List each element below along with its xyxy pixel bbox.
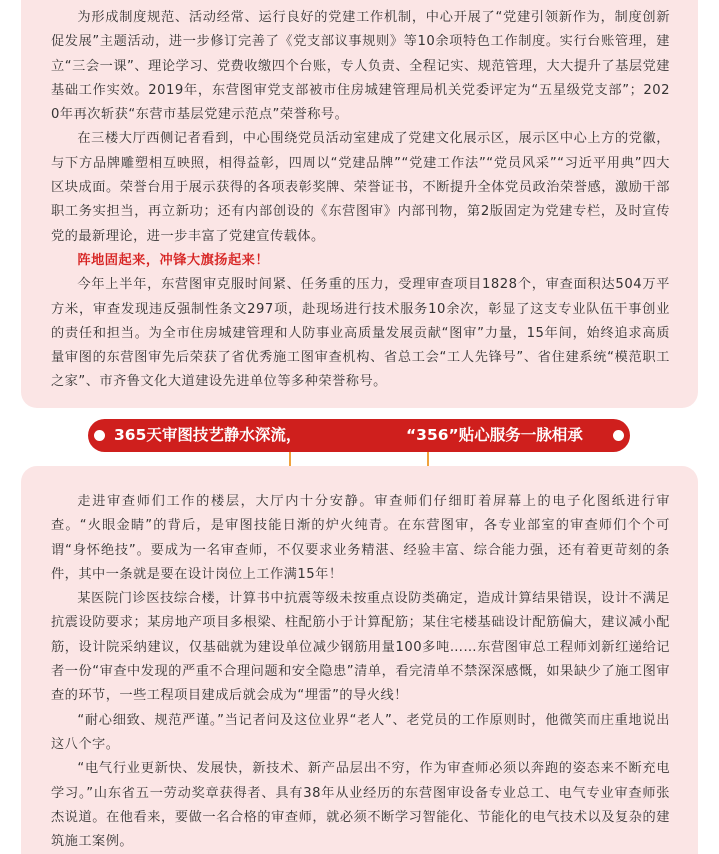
slogan-heading: 阵地固起来，冲锋大旗扬起来！ — [77, 252, 270, 268]
section-card-party-building — [21, 0, 698, 408]
paragraph: “耐心细致、规范严谨。”当记者问及这位业界“老人”、老党员的工作原则时，他微笑而庄重地说出这八个字。 — [51, 712, 670, 752]
paragraph: 为形成制度规范、活动经常、运行良好的党建工作机制，中心开展了“党建引领新作为，制度创新促发展”主题活动，进一步修订完善了《党支部议事规则》等10余项特色工作制度。实行台账管理，建立“三会一课”、理论学习、党费收缴四个台账，专人负责、全程记实、规范管理，大大提升了基层党建基础工作实效。2019年，东营图审党支部被市住房城建管理局机关党委评定为“五星级党支部”；2020年再次斩获“东营市基层党建示范点”荣誉称号。 — [51, 10, 670, 123]
paragraph: 走进审查师们工作的楼层，大厅内十分安静。审查师们仔细盯着屏幕上的电子化图纸进行审查。“火眼金睛”的背后，是审图技能日渐的炉火纯青。在东营图审，各专业部室的审查师们个个可谓“身怀绝技”。要成为一名审查师，不仅要求业务精湛、经验丰富、综合能力强，还有着更苛刻的条件，其中一条就是要在设计岗位上工作满15年！ — [51, 494, 670, 582]
paragraph: 某医院门诊医技综合楼，计算书中抗震等级未按重点设防类确定，造成计算结果错误，设计不满足抗震设防要求；某房地产项目多根梁、柱配筋小于计算配筋；某住宅楼基础设计配筋偏大，建议减小配筋，设计院采纳建议，仅基础就为建设单位减少钢筋用量100多吨……东营图审总工程师刘新红递给记者一份“审查中发现的严重不合理问题和安全隐患”清单，看完清单不禁深深感慨，如果缺少了施工图审查的环节，一些工程项目建成后就会成为“埋雷”的导火线！ — [51, 591, 670, 704]
paragraph: “电气行业更新快、发展快，新技术、新产品层出不穷，作为审查师必须以奔跑的姿态来不断充电学习。”山东省五一劳动奖章获得者、具有38年从业经历的东营图审设备专业总工、电气专业审查师张杰说道。在他看来，要做一名合格的审查师，就必须不断学习智能化、节能化的电气技术以及复杂的建筑施工案例。 — [51, 761, 670, 850]
banner-title-left: 365天审图技艺静水深流， — [114, 426, 302, 444]
paragraph: 今年上半年，东营图审克服时间紧、任务重的压力，受理审查项目1828个，审查面积达504万平方米，审查发现违反强制性条文297项，赴现场进行技术服务10余次，彰显了这支专业队伍干事创业的责任和担当。为全市住房城建管理和人防事业高质量发展贡献“图审”力量，15年间，始终追求高质量审图的东营图审先后荣获了省优秀施工图审查机构、省总工会“工人先锋号”、省住建系统“模范职工之家”、市齐鲁文化大道建设先进单位等多种荣誉称号。 — [51, 277, 670, 390]
paragraph: 在三楼大厅西侧记者看到，中心围绕党员活动室建成了党建文化展示区，展示区中心上方的党徽，与下方品牌雕塑相互映照，相得益彰，四周以“党建品牌”“党建工作法”“党员风采”“习近平用典”四大区块成面。荣誉台用于展示获得的各项表彰奖牌、荣誉证书，不断提升全体党员政治荣誉感，激励干部职工务实担当，再立新功；还有内部创设的《东营图审》内部刊物，第2版固定为党建专栏，及时宣传党的最新理论，进一步丰富了党建宣传载体。 — [51, 131, 670, 244]
section-banner — [88, 419, 630, 452]
section-card-review-work — [21, 466, 698, 854]
banner-dot-left — [94, 430, 105, 441]
banner-title-right: “356”贴心服务一脉相承 — [406, 426, 583, 444]
banner-dot-right — [613, 430, 624, 441]
